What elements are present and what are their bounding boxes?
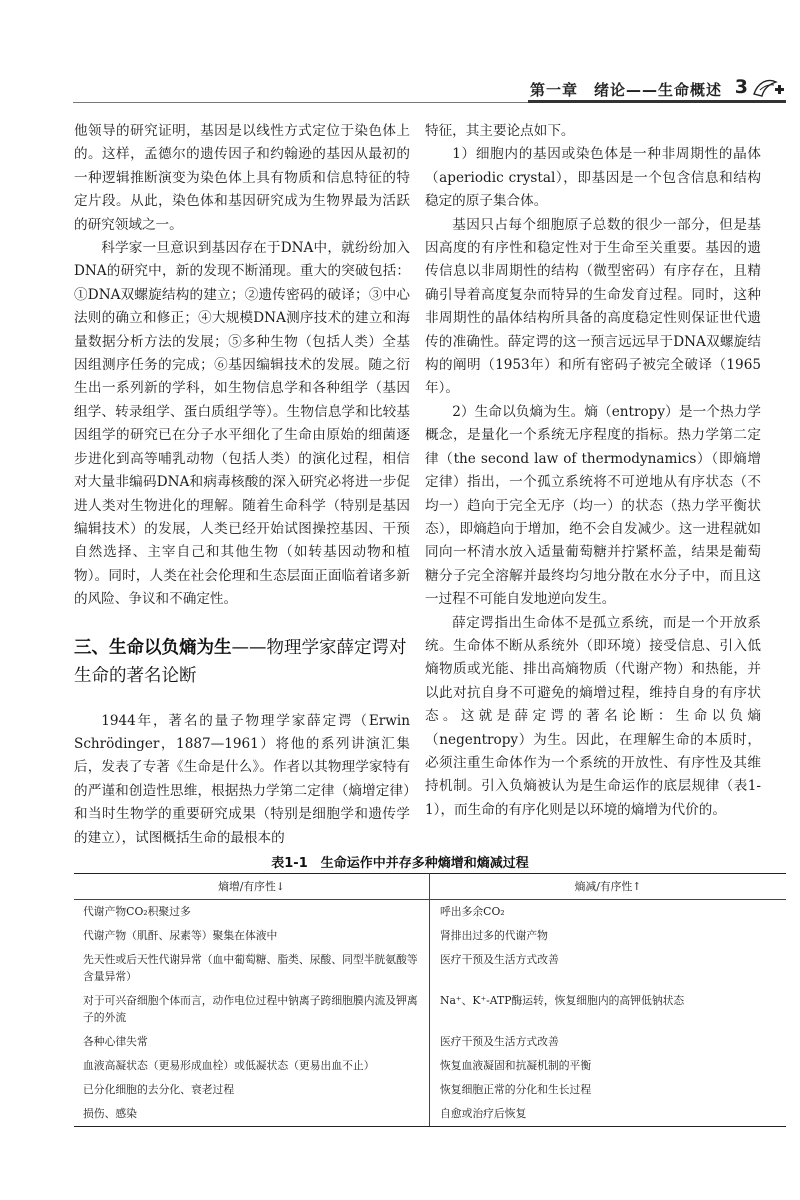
- table-row: [74, 900, 786, 925]
- chapter-title: 第一章 绪论——生命概述: [529, 81, 722, 99]
- table-cell: Na⁺、K⁺-ATP酶运转，恢复细胞内的高钾低钠状态: [440, 994, 685, 1007]
- table-row: [74, 948, 786, 989]
- table-cell: 代谢产物CO₂积聚过多: [74, 900, 430, 925]
- table-cell: 血液高凝状态（更易形成血栓）或低凝状态（更易出血不止）: [74, 1054, 430, 1078]
- column-header-entropy-increase: 熵增/有序性↓: [74, 874, 430, 900]
- table-row: [74, 1078, 786, 1102]
- table-row: [74, 989, 786, 1030]
- paragraph: 基因只占每个细胞原子总数的很少一部分，但是基因高度的有序性和稳定性对于生命至关重要。基因的遗传信息以非周期性的结构（微型密码）有序存在，且精确引导着高度复杂而特异的生命发育过程。同时，这种非周期性的晶体结构所具备的高度稳定性则保证世代遗传的准确性。薛定谔的这一预言远远早于DNA双螺旋结构的阐明（1953年）和所有密码子被完全破译（1965年）。: [425, 216, 761, 397]
- table-cell: 自愈或治疗后恢复: [430, 1102, 787, 1127]
- table-row: [74, 1054, 786, 1078]
- paragraph: 薛定谔指出生命体不是孤立系统，而是一个开放系统。生命体不断从系统外（即环境）接受信息、引入低熵物质或光能、排出高熵物质（代谢产物）和热能，并以此对抗自身不可避免的熵增过程，维持自身的有序状态。这就是薛定谔的著名论断：生命以负熵（negentropy）为生。因此，在理解生命的本质时，必须注重生命体作为一个系统的开放性、有序性及其维持机制。引入负熵被认为是生命运作的底层规律（表1-1），而生命的有序化则是以环境的熵增为代价的。: [425, 614, 761, 818]
- left-column: [74, 120, 410, 850]
- table-cell: 代谢产物（肌酐、尿素等）聚集在体液中: [74, 924, 430, 948]
- paragraph: 科学家一旦意识到基因存在于DNA中，就纷纷加入DNA的研究中，新的发现不断涌现。重大的突破包括：①DNA双螺旋结构的建立；②遗传密码的破译；③中心法则的确立和修正；④大规模DNA测序技术的建立和海量数据分析方法的发展；⑤多种生物（包括人类）全基因组测序任务的完成；⑥基因编辑技术的发展。随之衍生出一系列新的学科，如生物信息学和各种组学（基因组学、转录组学、蛋白质组学等）。生物信息学和比较基因组学的研究已在分子水平细化了生命由原始的细菌逐步进化到高等哺乳动物（包括人类）的演化过程，相信对大量非编码DNA和病毒核酸的深入研究必将进一步促进人类对生物进化的理解。随着生命科学（特别是基因编辑技术）的发展，人类已经开始试图操控基因、干预自然选择、主宰自己和其他生物（如转基因动物和植物）。同时，人类在社会伦理和生态层面正面临着诸多新的风险、争议和不确定性。: [74, 240, 410, 608]
- header-rule-thin: [73, 102, 528, 103]
- page-number: 3: [734, 76, 748, 98]
- table-cell: 肾排出过多的代谢产物: [440, 929, 548, 942]
- table-cell: 对于可兴奋细胞个体而言，动作电位过程中钠离子跨细胞膜内流及钾离子的外流: [74, 989, 430, 1030]
- table-cell: 先天性或后天性代谢异常（血中葡萄糖、脂类、尿酸、同型半胱氨酸等含量异常）: [74, 948, 430, 989]
- table-row: [74, 1102, 786, 1127]
- table-caption: 表1-1 生命运作中并存多种熵增和熵减过程: [271, 856, 529, 871]
- entropy-table: [74, 873, 786, 1127]
- table-cell: 各种心律失常: [74, 1030, 430, 1054]
- section-heading: [74, 634, 410, 690]
- paragraph: 1）细胞内的基因或染色体是一种非周期性的晶体（aperiodic crystal），即基因是一个包含信息和结构稳定的原子集合体。: [425, 146, 761, 210]
- column-header-entropy-decrease: 熵减/有序性↑: [430, 874, 787, 900]
- table-cell: 损伤、感染: [74, 1102, 430, 1127]
- table-row: [74, 1030, 786, 1054]
- leaf-ornament-icon: [750, 76, 786, 102]
- running-header: [0, 76, 800, 110]
- header-rule-thick: [528, 100, 786, 103]
- table-cell: 呼出多余CO₂: [440, 905, 505, 918]
- table-cell: 恢复细胞正常的分化和生长过程: [440, 1083, 592, 1096]
- paragraph: 2）生命以负熵为生。熵（entropy）是一个热力学概念，是量化一个系统无序程度的指标。热力学第二定律（the second law of thermodynamics）（即熵增定律）指出，一个孤立系统将不可逆地从有序状态（不均一）趋向于完全无序（均一）的状态（热力学平衡状态），即熵趋向于增加，绝不会自发减少。这一进程就如同向一杯清水放入适量葡萄糖并拧紧杯盖，结果是葡萄糖分子完全溶解并最终均匀地分散在水分子中，而且这一过程不可能自发地逆向发生。: [425, 403, 761, 608]
- paragraph: 特征，其主要论点如下。: [425, 123, 575, 139]
- table-cell: 医疗干预及生活方式改善: [440, 953, 559, 966]
- table-cell: 医疗干预及生活方式改善: [440, 1035, 559, 1048]
- section-heading-subtitle: ——物理学家薛定谔对生命的著名论断: [74, 637, 407, 686]
- table-cell: 恢复血液凝固和抗凝机制的平衡: [440, 1059, 592, 1072]
- table-header-row: [74, 874, 786, 900]
- section-heading-bold: 三、生命以负熵为生: [74, 637, 232, 658]
- table-cell: 已分化细胞的去分化、衰老过程: [74, 1078, 430, 1102]
- paragraph: 他领导的研究证明，基因是以线性方式定位于染色体上的。这样，孟德尔的遗传因子和约翰逊的基因从最初的一种逻辑推断演变为染色体上具有物质和信息特征的特定片段。从此，染色体和基因研究成为生物界最为活跃的研究领域之一。: [74, 123, 410, 233]
- table-row: [74, 924, 786, 948]
- paragraph: 1944年，著名的量子物理学家薛定谔（Erwin Schrödinger，1887—1961）将他的系列讲演汇集后，发表了专著《生命是什么》。作者以其物理学家特有的严谨和创造性思维，根据热力学第二定律（熵增定律）和当时生物学的重要研究成果（特别是细胞学和遗传学的建立），试图概括生命的最根本的: [74, 712, 410, 846]
- right-column: [425, 120, 761, 822]
